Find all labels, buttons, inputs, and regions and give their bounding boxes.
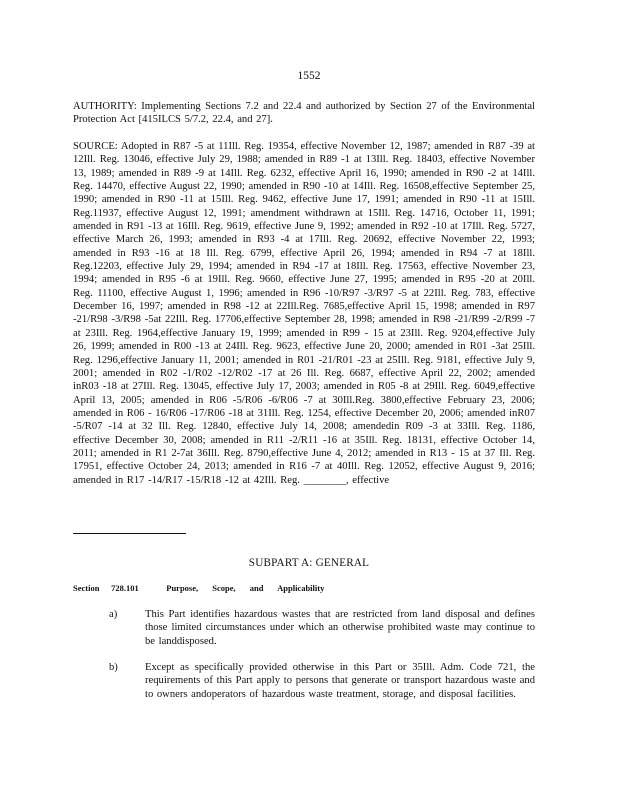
item-marker: b) [109, 662, 118, 673]
subpart-heading: SUBPART A: GENERAL [248, 557, 370, 569]
section-title: Purpose, Scope, and Applicability [166, 583, 325, 593]
section-heading [73, 583, 535, 593]
section-number: 728.101 [111, 583, 139, 593]
item-text: This Part identifies hazardous wastes that are restricted from land disposal and defines those limited circumstances under which an otherwise prohibited waste may continue to be landdisposed. [145, 609, 535, 647]
page-number: 1552 [297, 70, 321, 82]
authority-paragraph: AUTHORITY: Implementing Sections 7.2 and 22.4 and authorized by Section 27 of the Environmental Protection Act [415ILCS 5/7.2, 22.4, and 27]. [73, 101, 535, 126]
source-paragraph: SOURCE: Adopted in R87 -5 at 11Ill. Reg. 19354, effective November 12, 1987; amended in R87 -39 at 12Ill. Reg. 13046, effective July 29, 1988; amended in R89 -1 at 13Ill. Reg. 18403, effective November 13, 1989; amended in R89 -9 at 14Ill. Reg. 6232, effective April 16, 1990; amended in R90 -2 at 14Ill. Reg. 14470, effective August 22, 1990; amended in R90 -10 at 14Ill. Reg. 16508,effective September 25, 1990; amended in R90 -11 at 15Ill. Reg. 9462, effective June 17, 1991; amended in R90 -11 at 15Ill. Reg.11937, effective August 12, 1991; amendment withdrawn at 15Ill. Reg. 14716, October 11, 1991; amended in R91 -13 at 16Ill. Reg. 9619, effective June 9, 1992; amended in R92 -10 at 17Ill. Reg. 5727, effective March 26, 1993; amended in R93 -4 at 17Ill. Reg. 20692, effective November 22, 1993; amended in R93 -16 at 18 Ill. Reg. 6799, effective April 26, 1994; amended in R94 -7 at 18Ill. Reg.12203, effective July 29, 1994; amended in R94 -17 at 18Ill. Reg. 17563, effective November 23, 1994; amended in R95 -6 at 19Ill. Reg. 9660, effective June 27, 1995; amended in R95 -20 at 20Ill. Reg. 11100, effective August 1, 1996; amended in R96 -10/R97 -3/R97 -5 at 22Ill. Reg. 783, effective December 16, 1997; amended in R98 -12 at 22Ill.Reg. 7685,effective April 15, 1998; amended in R97 -21/R98 -3/R98 -5at 22Ill. Reg. 17706,effective September 28, 1998; amended in R98 -21/R99 -2/R99 -7 at 23Ill. Reg. 1964,effective January 19, 1999; amended in R99 - 15 at 23Ill. Reg. 9204,effective July 26, 1999; amended in R00 -13 at 24Ill. Reg. 9623, effective June 20, 2000; amended in R01 -3at 25Ill. Reg. 1296,effective January 11, 2001; amended in R01 -21/R01 -23 at 25Ill. Reg. 9181, effective July 9, 2001; amended in R02 -1/R02 -12/R02 -17 at 26 Ill. Reg. 6687, effective April 22, 2002; amended inR03 -18 at 27Ill. Reg. 13045, effective July 17, 2003; amended in R05 -8 at 29Ill. Reg. 6049,effective April 13, 2005; amended in R06 -5/R06 -6/R06 -7 at 30Ill.Reg. 3800,effective February 23, 2006; amended in R06 - 16/R06 -17/R06 -18 at 31Ill. Reg. 1254, effective December 20, 2006; amended inR07 -5/R07 -14 at 32 Ill. Reg. 12840, effective July 14, 2008; amendedin R09 -3 at 33Ill. Reg. 1186, effective December 30, 2008; amended in R11 -2/R11 -16 at 35Ill. Reg. 18131, effective October 14, 2011; amended in R1 2-7at 36Ill. Reg. 8790,effective June 4, 2012; amended in R13 - 15 at 37 Ill. Reg. 17951, effective October 24, 2013; amended in R16 -7 at 40Ill. Reg. 12052, effective August 9, 2016; amended in R17 -14/R17 -15/R18 -12 at 42Ill. Reg. ________, effective [73, 141, 535, 486]
item-marker: a) [109, 609, 118, 620]
section-label: Section [73, 583, 100, 593]
item-text: Except as specifically provided otherwise in this Part or 35Ill. Adm. Code 721, the requirements of this Part apply to persons that generate or transport hazardous waste and to owners andoperators of hazardous waste treatment, storage, and disposal facilities. [145, 662, 535, 700]
effective-date-underline [73, 533, 186, 534]
